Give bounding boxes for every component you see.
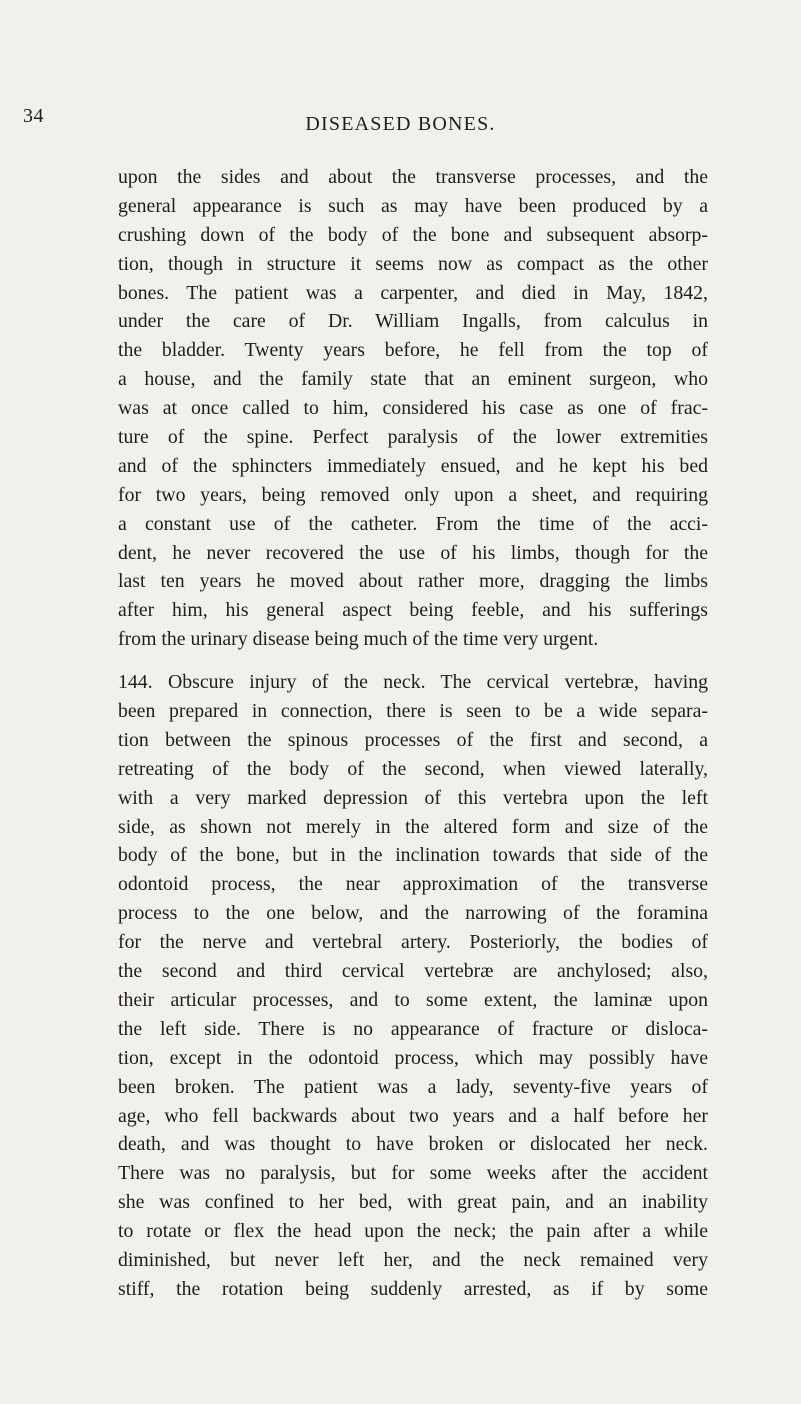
text-line: been broken. The patient was a lady, seventy-five years of [118,1075,708,1098]
paragraph [118,163,708,654]
running-title: DISEASED BONES. [305,113,496,135]
text-line: There was no paralysis, but for some weeks after the accident [118,1162,708,1185]
text-line: tion, though in structure it seems now as compact as the other [118,252,708,275]
text-line: death, and was thought to have broken or dislocated her neck. [118,1133,708,1156]
text-line: process to the one below, and the narrowing of the foramina [118,902,708,925]
text-line: tion, except in the odontoid process, which may possibly have [118,1046,708,1069]
text-line: dent, he never recovered the use of his limbs, though for the [118,541,708,564]
text-line: stiff, the rotation being suddenly arrested, as if by some [118,1277,708,1300]
text-line: retreating of the body of the second, when viewed laterally, [118,757,708,780]
text-line: with a very marked depression of this vertebra upon the left [118,786,708,809]
text-line: the left side. There is no appearance of fracture or disloca- [118,1017,708,1040]
text-line: the bladder. Twenty years before, he fell from the top of [118,339,708,362]
paragraph-gap [118,654,708,668]
text-line: last ten years he moved about rather more, dragging the limbs [118,570,708,593]
text-line: age, who fell backwards about two years and a half before her [118,1104,708,1127]
text-line: crushing down of the body of the bone and subsequent absorp- [118,223,708,246]
text-line: upon the sides and about the transverse processes, and the [118,166,708,188]
text-line: a constant use of the catheter. From the time of the acci- [118,512,708,535]
page-number: 34 [23,105,44,127]
text-line: the second and third cervical vertebræ are anchylosed; also, [118,960,708,983]
text-line: was at once called to him, considered his case as one of frac- [118,397,708,420]
text-line: bones. The patient was a carpenter, and died in May, 1842, [118,281,708,304]
text-line: their articular processes, and to some extent, the laminæ upon [118,988,708,1011]
body-text [118,163,708,1304]
text-line: odontoid process, the near approximation of the transverse [118,873,708,896]
text-line: side, as shown not merely in the altered form and size of the [118,815,708,838]
text-line: from the urinary disease being much of the time very urgent. [118,628,599,651]
text-line: for the nerve and vertebral artery. Posteriorly, the bodies of [118,931,708,954]
text-line: after him, his general aspect being feeble, and his sufferings [118,599,708,622]
text-line: under the care of Dr. William Ingalls, from calculus in [118,310,708,333]
text-line: body of the bone, but in the inclination towards that side of the [118,844,708,867]
text-line: a house, and the family state that an eminent surgeon, who [118,368,708,391]
text-line: tion between the spinous processes of the first and second, a [118,728,708,751]
text-line: she was confined to her bed, with great pain, and an inability [118,1191,708,1214]
text-line: general appearance is such as may have been produced by a [118,194,708,217]
text-line: for two years, being removed only upon a sheet, and requiring [118,483,708,506]
text-line: ture of the spine. Perfect paralysis of the lower extremities [118,426,708,449]
text-line: to rotate or flex the head upon the neck; the pain after a while [118,1220,708,1243]
text-line: diminished, but never left her, and the neck remained very [118,1248,708,1271]
paragraph-144 [118,668,708,1304]
text-line: been prepared in connection, there is seen to be a wide separa- [118,700,708,723]
text-line: and of the sphincters immediately ensued, and he kept his bed [118,454,708,477]
text-line: 144. Obscure injury of the neck. The cervical vertebræ, having [118,671,708,694]
